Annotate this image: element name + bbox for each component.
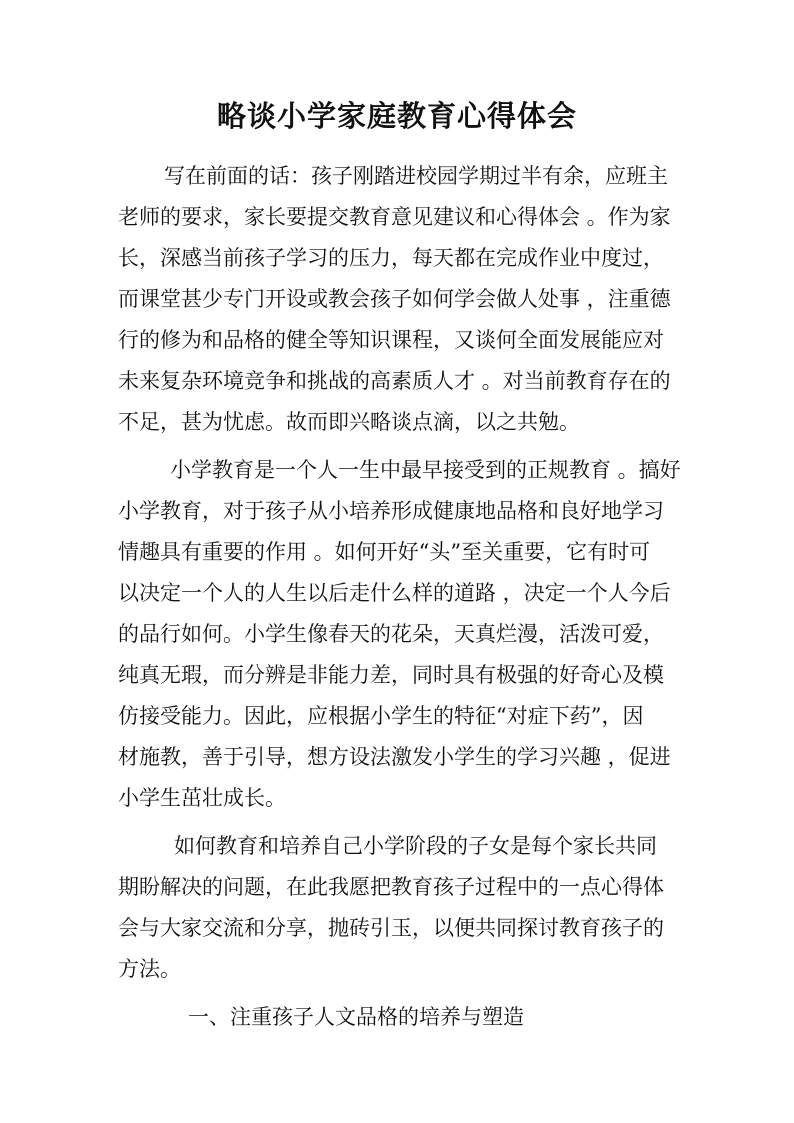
document-body — [118, 156, 698, 1038]
paragraph-line: 小学教育，对于孩子从小培养形成健康地品格和良好地学习 — [118, 499, 664, 523]
paragraph-line: 老师的要求，家长要提交教育意见建议和心得体会 。作为家 — [118, 205, 671, 229]
paragraph-line: 方法。 — [118, 957, 181, 981]
paragraph-primary-education — [118, 450, 698, 819]
section-heading: 一、注重孩子人文品格的培养与塑造 — [188, 1005, 524, 1029]
paragraph-line: 不足，甚为忧虑。故而即兴略谈点滴，以之共勉。 — [118, 410, 580, 434]
paragraph-line: 小学生茁壮成长。 — [118, 786, 286, 810]
paragraph-line: 如何教育和培养自己小学阶段的子女是每个家长共同 — [174, 834, 657, 858]
paragraph-line: 而课堂甚少专门开设或教会孩子如何学会做人处事 ，注重德 — [118, 287, 671, 311]
paragraph-preface — [118, 156, 698, 443]
paragraph-line: 纯真无瑕，而分辨是非能力差，同时具有极强的好奇心及模 — [118, 663, 664, 687]
paragraph-line: 期盼解决的问题，在此我愿把教育孩子过程中的一点心得体 — [118, 875, 664, 899]
paragraph-line: 长，深感当前孩子学习的压力，每天都在完成作业中度过， — [118, 246, 664, 270]
paragraph-line: 情趣具有重要的作用 。如何开好“头”至关重要，它有时可 — [118, 540, 651, 564]
paragraph-line: 以决定一个人的人生以后走什么样的道路 ，决定一个人今后 — [118, 581, 671, 605]
paragraph-how-to-educate — [118, 826, 698, 990]
paragraph-line: 会与大家交流和分享，抛砖引玉，以便共同探讨教育孩子的 — [118, 916, 664, 940]
document-title: 略谈小学家庭教育心得体会 — [216, 99, 577, 133]
paragraph-line: 材施教，善于引导，想方设法激发小学生的学习兴趣 ，促进 — [118, 745, 671, 769]
paragraph-line: 行的修为和品格的健全等知识课程，又谈何全面发展能应对 — [118, 328, 664, 352]
paragraph-line: 写在前面的话：孩子刚踏进校园学期过半有余，应班主 — [164, 164, 668, 188]
paragraph-line: 未来复杂环境竞争和挑战的高素质人才 。对当前教育存在的 — [118, 369, 671, 393]
paragraph-line: 小学教育是一个人一生中最早接受到的正规教育 。搞好 — [170, 458, 681, 482]
paragraph-line: 的品行如何。小学生像春天的花朵，天真烂漫，活泼可爱， — [118, 622, 664, 646]
paragraph-line: 仿接受能力。因此，应根据小学生的特征“对症下药”，因 — [118, 704, 644, 728]
